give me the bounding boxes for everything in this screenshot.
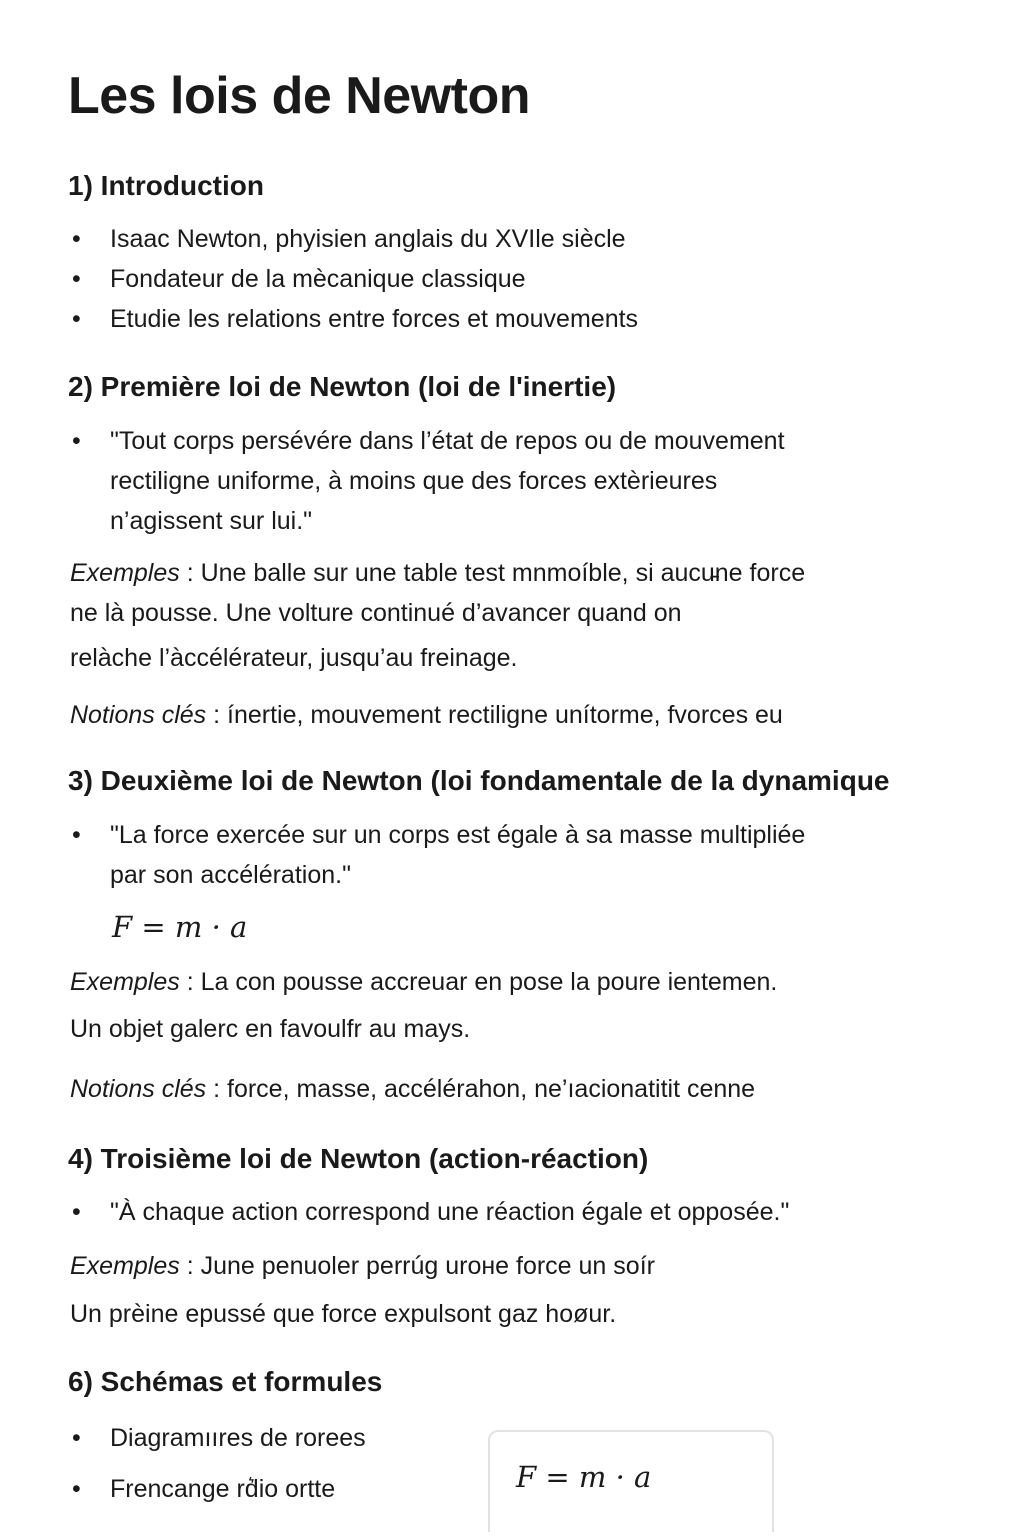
bullet: •: [72, 427, 81, 455]
bullet: •: [72, 225, 81, 253]
examples-text: relàche l’àccélérateur, jusqu’au freinage.: [70, 644, 518, 672]
notions-text: : force, masse, accélérahon, ne’ıacionatitit cenne: [206, 1075, 756, 1103]
section-heading-third-law: 4) Troisième loi de Newton (action-réaction): [68, 1143, 649, 1174]
notions-paragraph: [70, 1075, 755, 1104]
quote-line: n’agissent sur lui.": [110, 507, 313, 535]
formula: F = m · a: [516, 1460, 652, 1494]
examples-text: ne là pousse. Une volture continué d’avancer quand on: [70, 599, 682, 627]
notions-label: Notions clés: [70, 701, 207, 729]
quote-line: "La force exercée sur un corps est égale à sa masse multipliée: [110, 821, 806, 849]
examples-text: : La con pousse accreuar en pose la poure ientemen.: [179, 968, 778, 996]
quote-line: "Tout corps persévére dans l’état de repos ou de mouvement: [110, 427, 785, 455]
notions-paragraph: [70, 701, 783, 730]
notions-text: : ínertie, mouvement rectiligne unítorme, fvorces eu: [206, 701, 783, 729]
list-item: Fondateur de la mècanique classique: [110, 265, 526, 293]
examples-label: Exemples: [70, 968, 180, 996]
bullet: •: [72, 1424, 81, 1452]
list-item: Etudie les relations entre forces et mouvements: [110, 305, 639, 333]
examples-text: Un prèine epussé que force expulsont gaz hoøur.: [70, 1300, 617, 1328]
notions-label: Notions clés: [70, 1075, 207, 1103]
list-item: Diagramııres de rorees: [110, 1424, 366, 1452]
bullet: •: [72, 1198, 81, 1226]
page-title: Les lois de Newton: [68, 67, 530, 125]
section-heading-first-law: 2) Première loi de Newton (loi de l'inertie): [68, 371, 617, 402]
bullet: •: [72, 305, 81, 333]
examples-text: : Une balle sur une table test mnmoíble, si aucu̵ne force: [179, 559, 806, 587]
list-item: Frencange rd͛io ortte: [110, 1475, 336, 1503]
examples-label: Exemples: [70, 559, 180, 587]
section-heading-second-law: 3) Deuxième loi de Newton (loi fondamentale de la dynamique: [68, 765, 890, 796]
bullet: •: [72, 1475, 81, 1503]
list-item: Isaac Newton, phyisien anglais du XVIle siècle: [110, 225, 626, 253]
section-heading-introduction: 1) Introduction: [68, 170, 264, 201]
quote-line: par son accélération.": [110, 861, 351, 889]
quote-line: rectiligne uniforme, à moins que des forces extèrieures: [110, 467, 718, 495]
examples-paragraph: [70, 1252, 655, 1281]
examples-paragraph: [70, 559, 805, 588]
examples-text: : June penuoler perrúg uroне force un soír: [179, 1252, 655, 1280]
quote-line: "À chaque action correspond une réaction égale et opposée.": [110, 1198, 790, 1226]
formula: F = m · a: [112, 910, 248, 944]
examples-text: Un objet galerc en favoulfr au mays.: [70, 1015, 471, 1043]
formula-box: [488, 1430, 774, 1532]
section-heading-schemas: 6) Schémas et formules: [68, 1366, 383, 1397]
bullet: •: [72, 821, 81, 849]
bullet: •: [72, 265, 81, 293]
examples-paragraph: [70, 968, 777, 997]
examples-label: Exemples: [70, 1252, 180, 1280]
